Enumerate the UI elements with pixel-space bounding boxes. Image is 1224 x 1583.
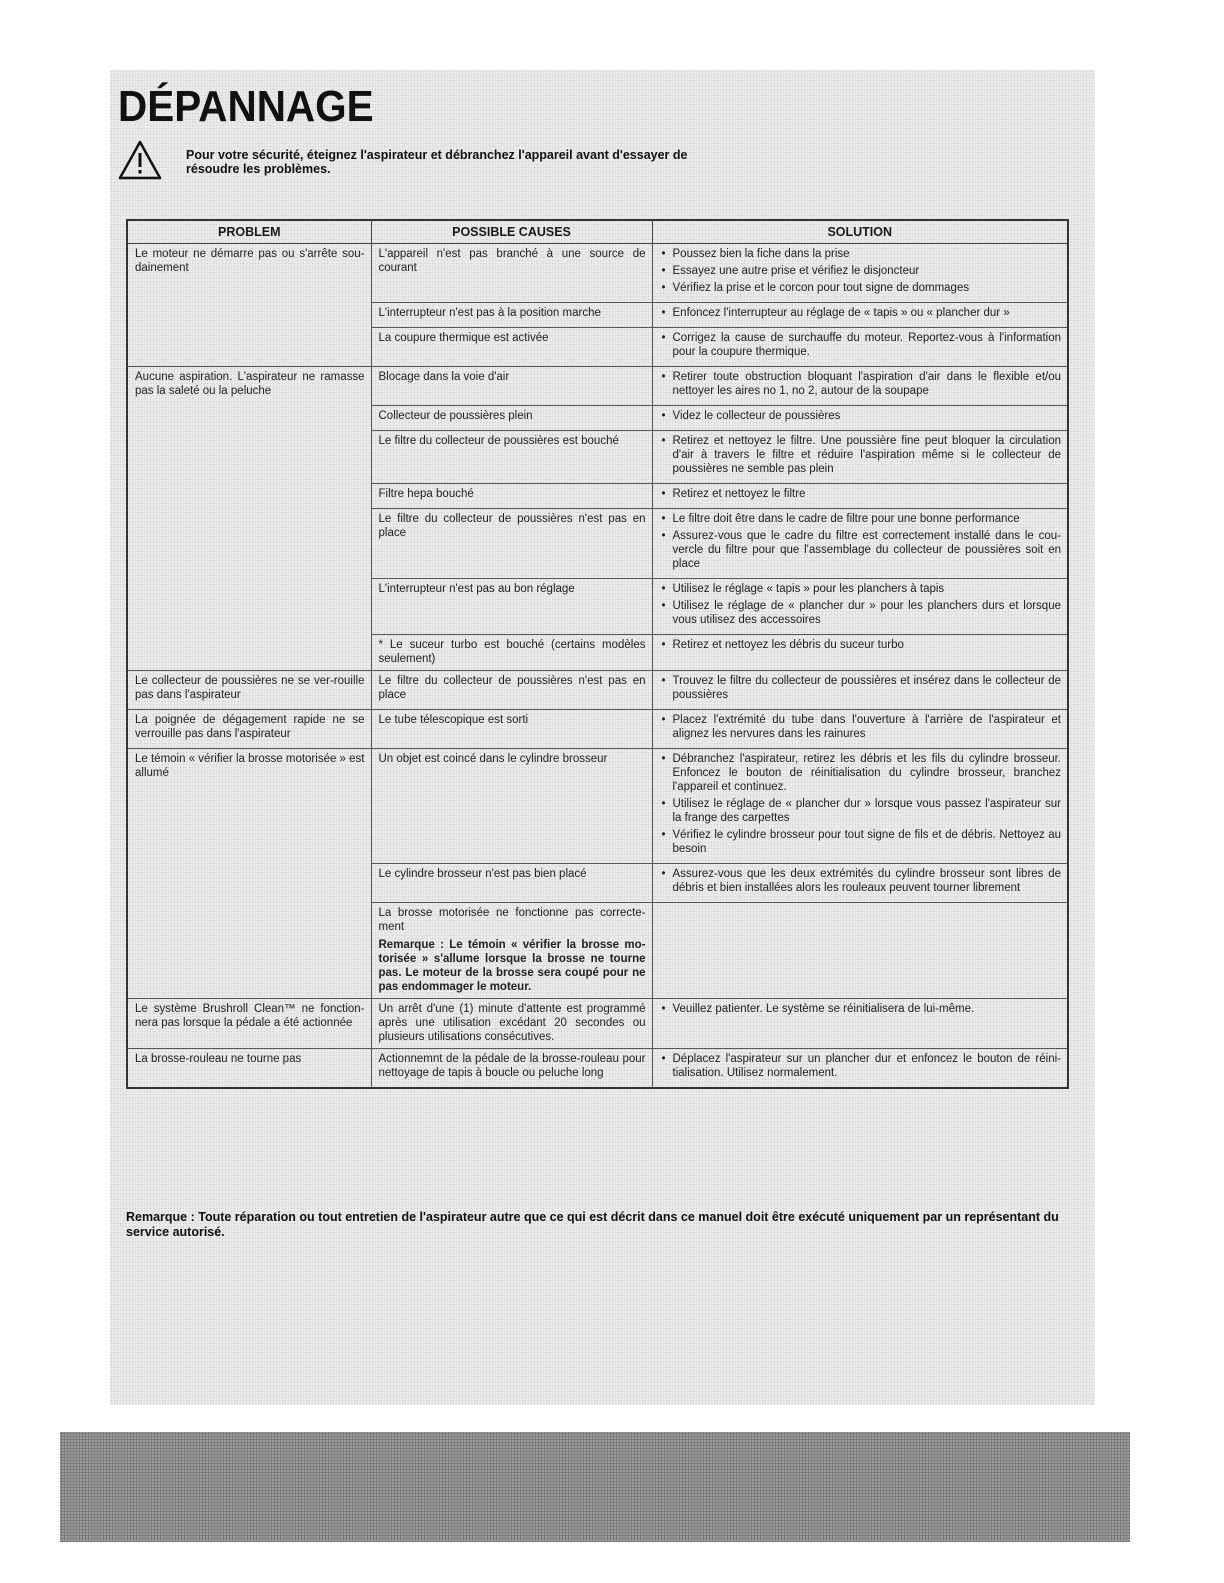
solution-item: • Assurez-vous que les deux extrémités du cylindre brosseur sont libres de débris et bien installées alors les rouleaux peuvent tourner librement xyxy=(660,867,1062,895)
solution-list xyxy=(660,867,1062,895)
solution-list xyxy=(660,1002,1062,1016)
cause-cell xyxy=(371,579,652,635)
cause-text: Le filtre du collecteur de poussières est bouché xyxy=(378,435,619,447)
solution-item: • Utilisez le réglage de « plancher dur » pour les planchers durs et lorsque vous utilisez des accessoires xyxy=(660,599,1062,627)
solution-list xyxy=(660,752,1062,856)
table-row xyxy=(127,749,1068,864)
solution-cell xyxy=(652,303,1068,328)
solution-list xyxy=(660,247,1062,295)
cause-text: Un objet est coincé dans le cylindre brosseur xyxy=(378,753,608,765)
solution-item: • Retirez et nettoyez le filtre. Une poussière fine peut bloquer la circulation d'air à travers le filtre et réduire l'aspiration même si le collecteur de poussières ne semble pas plein xyxy=(660,434,1062,476)
cause-cell xyxy=(371,328,652,367)
cause-cell xyxy=(371,1049,652,1089)
problem-cell: Le moteur ne démarre pas ou s'arrête sou-dainement xyxy=(127,244,371,367)
cause-text: Actionnemnt de la pédale de la brosse-rouleau pour nettoyage de tapis à boucle ou peluche long xyxy=(378,1053,646,1079)
solution-cell xyxy=(652,635,1068,671)
cause-cell xyxy=(371,999,652,1049)
cause-text: Le tube télescopique est sorti xyxy=(378,714,529,726)
cause-text: La coupure thermique est activée xyxy=(378,332,549,344)
solution-item: • Déplacez l'aspirateur sur un plancher dur et enfoncez le bouton de réini-tialisation. Utilisez normalement. xyxy=(660,1052,1062,1080)
cause-text: Filtre hepa bouché xyxy=(378,488,474,500)
cause-text: Le filtre du collecteur de poussières n'est pas en place xyxy=(378,675,646,701)
cause-text: La brosse motorisée ne fonctionne pas correcte-ment xyxy=(378,907,646,933)
table-row xyxy=(127,1049,1068,1089)
cause-cell xyxy=(371,635,652,671)
solution-item: • Retirer toute obstruction bloquant l'aspiration d'air dans le flexible et/ou nettoyer les aires no 1, no 2, autour de la soupape xyxy=(660,370,1062,398)
table-row xyxy=(127,671,1068,710)
page-title: DÉPANNAGE xyxy=(118,82,374,131)
troubleshooting-table xyxy=(126,219,1069,1089)
solution-cell xyxy=(652,1049,1068,1089)
cause-text: * Le suceur turbo est bouché (certains modèles seulement) xyxy=(378,639,646,665)
cause-cell xyxy=(371,484,652,509)
cause-cell xyxy=(371,749,652,864)
header-solution: SOLUTION xyxy=(652,220,1068,244)
troubleshooting-table-wrapper xyxy=(126,219,1067,1089)
solution-list xyxy=(660,487,1062,501)
cause-text: L'appareil n'est pas branché à une source de courant xyxy=(378,248,646,274)
problem-cell: Le témoin « vérifier la brosse motorisée » est allumé xyxy=(127,749,371,999)
cause-cell xyxy=(371,406,652,431)
solution-cell xyxy=(652,509,1068,579)
cause-text: Le cylindre brosseur n'est pas bien placé xyxy=(378,868,587,880)
cause-text: L'interrupteur n'est pas au bon réglage xyxy=(378,583,575,595)
cause-text: Blocage dans la voie d'air xyxy=(378,371,510,383)
cause-text: Collecteur de poussières plein xyxy=(378,410,533,422)
solution-list xyxy=(660,370,1062,398)
footer-band xyxy=(60,1432,1130,1542)
solution-item: • Assurez-vous que le cadre du filtre est correctement installé dans le cou-vercle du filtre pour que l'assemblage du collecteur de poussières soit en place xyxy=(660,529,1062,571)
solution-cell xyxy=(652,864,1068,903)
problem-cell: Le collecteur de poussières ne se ver-rouille pas dans l'aspirateur xyxy=(127,671,371,710)
solution-cell xyxy=(652,749,1068,864)
solution-list xyxy=(660,638,1062,652)
solution-cell xyxy=(652,710,1068,749)
solution-cell xyxy=(652,244,1068,303)
solution-list xyxy=(660,582,1062,627)
solution-item: • Vérifiez le cylindre brosseur pour tout signe de fils et de débris. Nettoyez au besoin xyxy=(660,828,1062,856)
solution-cell xyxy=(652,367,1068,406)
cause-cell xyxy=(371,303,652,328)
solution-cell xyxy=(652,579,1068,635)
solution-cell xyxy=(652,328,1068,367)
cause-cell xyxy=(371,367,652,406)
solution-item: • Utilisez le réglage de « plancher dur » lorsque vous passez l'aspirateur sur la frange des carpettes xyxy=(660,797,1062,825)
cause-text: L'interrupteur n'est pas à la position marche xyxy=(378,307,601,319)
cause-text: Le filtre du collecteur de poussières n'est pas en place xyxy=(378,513,646,539)
problem-cell: La poignée de dégagement rapide ne se verrouille pas dans l'aspirateur xyxy=(127,710,371,749)
table-row xyxy=(127,244,1068,303)
solution-list xyxy=(660,434,1062,476)
table-row xyxy=(127,710,1068,749)
solution-item: • Poussez bien la fiche dans la prise xyxy=(660,247,1062,261)
cause-cell xyxy=(371,431,652,484)
solution-cell xyxy=(652,999,1068,1049)
solution-cell xyxy=(652,484,1068,509)
problem-cell: Le système Brushroll Clean™ ne fonction-nera pas lorsque la pédale a été actionnée xyxy=(127,999,371,1049)
solution-cell xyxy=(652,406,1068,431)
solution-list xyxy=(660,306,1062,320)
warning-triangle-icon xyxy=(118,140,162,180)
cause-cell xyxy=(371,864,652,903)
problem-cell: La brosse-rouleau ne tourne pas xyxy=(127,1049,371,1089)
solution-item: • Utilisez le réglage « tapis » pour les planchers à tapis xyxy=(660,582,1062,596)
cause-cell xyxy=(371,509,652,579)
header-possible-causes: POSSIBLE CAUSES xyxy=(371,220,652,244)
cause-cell xyxy=(371,710,652,749)
solution-cell xyxy=(652,903,1068,999)
service-note: Remarque : Toute réparation ou tout entretien de l'aspirateur autre que ce qui est décrit dans ce manuel doit être exécuté uniquement par un représentant du service autorisé. xyxy=(126,1210,1059,1239)
solution-item: • Placez l'extrémité du tube dans l'ouverture à l'arrière de l'aspirateur et alignez les nervures dans les rainures xyxy=(660,713,1062,741)
solution-item: • Corrigez la cause de surchauffe du moteur. Reportez-vous à l'information pour la coupure thermique. xyxy=(660,331,1062,359)
solution-list xyxy=(660,512,1062,571)
solution-item: • Retirez et nettoyez le filtre xyxy=(660,487,1062,501)
solution-item: • Débranchez l'aspirateur, retirez les débris et les fils du cylindre brosseur. Enfoncez le bouton de réinitialisation du cylindre brosseur, branchez l'appareil et continuez. xyxy=(660,752,1062,794)
solution-list xyxy=(660,674,1062,702)
header-problem: PROBLEM xyxy=(127,220,371,244)
solution-item: • Le filtre doit être dans le cadre de filtre pour une bonne performance xyxy=(660,512,1062,526)
cause-cell xyxy=(371,671,652,710)
solution-cell xyxy=(652,431,1068,484)
solution-item: • Enfoncez l'interrupteur au réglage de « tapis » ou « plancher dur » xyxy=(660,306,1062,320)
table-row xyxy=(127,999,1068,1049)
table-row xyxy=(127,367,1068,406)
solution-item: • Veuillez patienter. Le système se réinitialisera de lui-même. xyxy=(660,1002,1062,1016)
solution-item: • Retirez et nettoyez les débris du suceur turbo xyxy=(660,638,1062,652)
table-body xyxy=(127,244,1068,1089)
cause-note-text: Remarque : Le témoin « vérifier la brosse mo-torisée » s'allume lorsque la brosse ne tourne pas. Le moteur de la brosse sera coupé pour ne pas endommager le moteur. xyxy=(378,939,646,993)
solution-list xyxy=(660,409,1062,423)
solution-item: • Trouvez le filtre du collecteur de poussières et insérez dans le collecteur de poussières xyxy=(660,674,1062,702)
problem-cell: Aucune aspiration. L'aspirateur ne ramasse pas la saleté ou la peluche xyxy=(127,367,371,671)
table-header-row xyxy=(127,220,1068,244)
cause-cell xyxy=(371,244,652,303)
solution-list xyxy=(660,713,1062,741)
solution-item: • Videz le collecteur de poussières xyxy=(660,409,1062,423)
solution-list xyxy=(660,1052,1062,1080)
solution-item: • Essayez une autre prise et vérifiez le disjoncteur xyxy=(660,264,1062,278)
solution-cell xyxy=(652,671,1068,710)
cause-text: Un arrêt d'une (1) minute d'attente est programmé après une utilisation excédant 20 secondes ou plusieurs utilisations consécutives. xyxy=(378,1003,646,1043)
cause-cell xyxy=(371,903,652,999)
safety-warning-text: Pour votre sécurité, éteignez l'aspirateur et débranchez l'appareil avant d'essayer de résoudre les problèmes. xyxy=(186,148,688,176)
solution-item: • Vérifiez la prise et le corcon pour tout signe de dommages xyxy=(660,281,1062,295)
solution-list xyxy=(660,331,1062,359)
